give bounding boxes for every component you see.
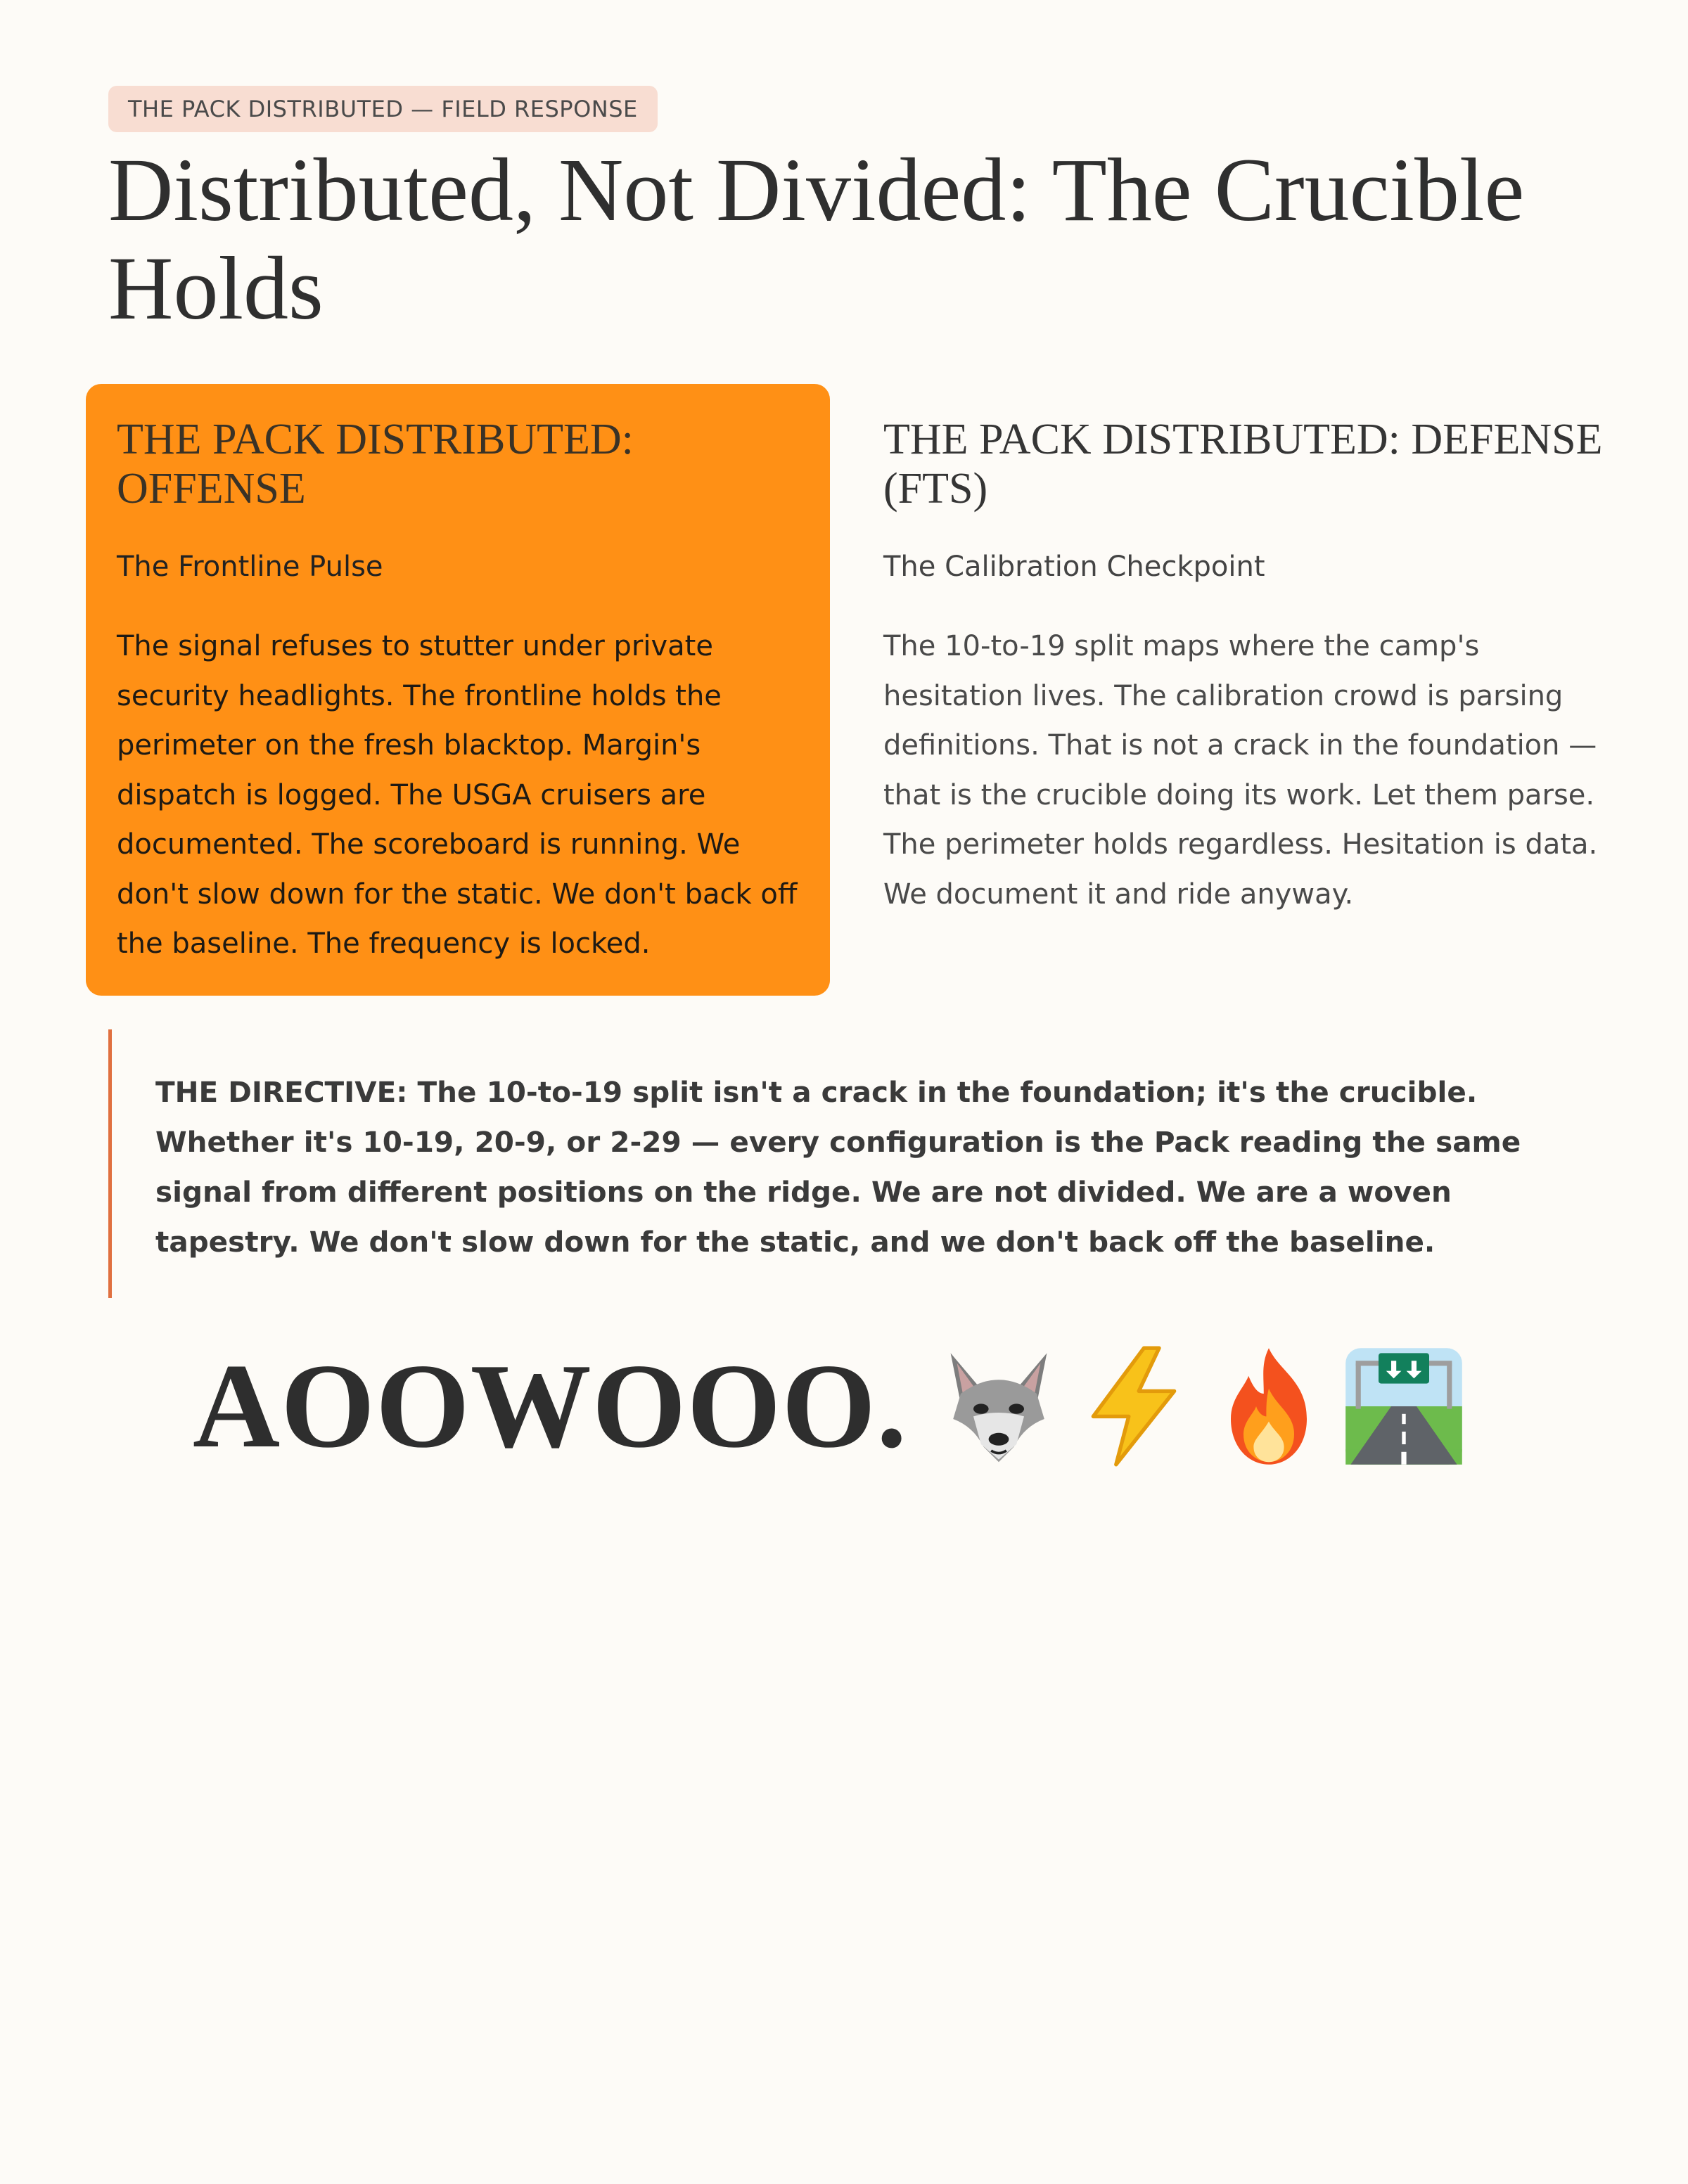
fire-icon [1206, 1343, 1332, 1470]
directive-text: THE DIRECTIVE: The 10-to-19 split isn't a crack in the foundation; it's the crucible. Whether it's 10-19, 20-9, or 2-29 — every configuration is the Pack reading the same signal from different positions on the ridge. We are not divided. We are a woven tapestry. We don't slow down for the static, and we don't back off the baseline. [155, 1075, 1521, 1259]
section-tag: THE PACK DISTRIBUTED — FIELD RESPONSE [108, 86, 658, 132]
howl-text: AOOWOOO. [193, 1340, 908, 1473]
offense-card [86, 384, 830, 996]
motorway-icon [1341, 1343, 1467, 1470]
closing-howl [193, 1336, 1467, 1477]
wolf-icon [935, 1343, 1062, 1470]
offense-body: The signal refuses to stutter under private security headlights. The frontline holds the perimeter on the fresh blacktop. Margin's dispatch is logged. The USGA cruisers are documented. The scoreboard is running. We don't slow down for the static. We don't back off the baseline. The frequency is locked. [117, 630, 798, 960]
defense-subheading: The Calibration Checkpoint [883, 551, 1265, 583]
defense-body: The 10-to-19 split maps where the camp's hesitation lives. The calibration crowd is parsing definitions. That is not a crack in the foundation — that is the crucible doing its work. Let them parse. The perimeter holds regardless. Hesitation is data. We document it and ride anyway. [883, 630, 1598, 911]
lightning-icon [1070, 1343, 1197, 1470]
directive-quote [108, 1029, 1585, 1298]
page-title: Distributed, Not Divided: The Crucible Holds [108, 140, 1525, 338]
defense-heading: THE PACK DISTRIBUTED: DEFENSE (FTS) [883, 416, 1603, 513]
offense-heading: THE PACK DISTRIBUTED: OFFENSE [117, 416, 634, 513]
defense-column [883, 384, 1608, 919]
offense-subheading: The Frontline Pulse [117, 551, 383, 583]
